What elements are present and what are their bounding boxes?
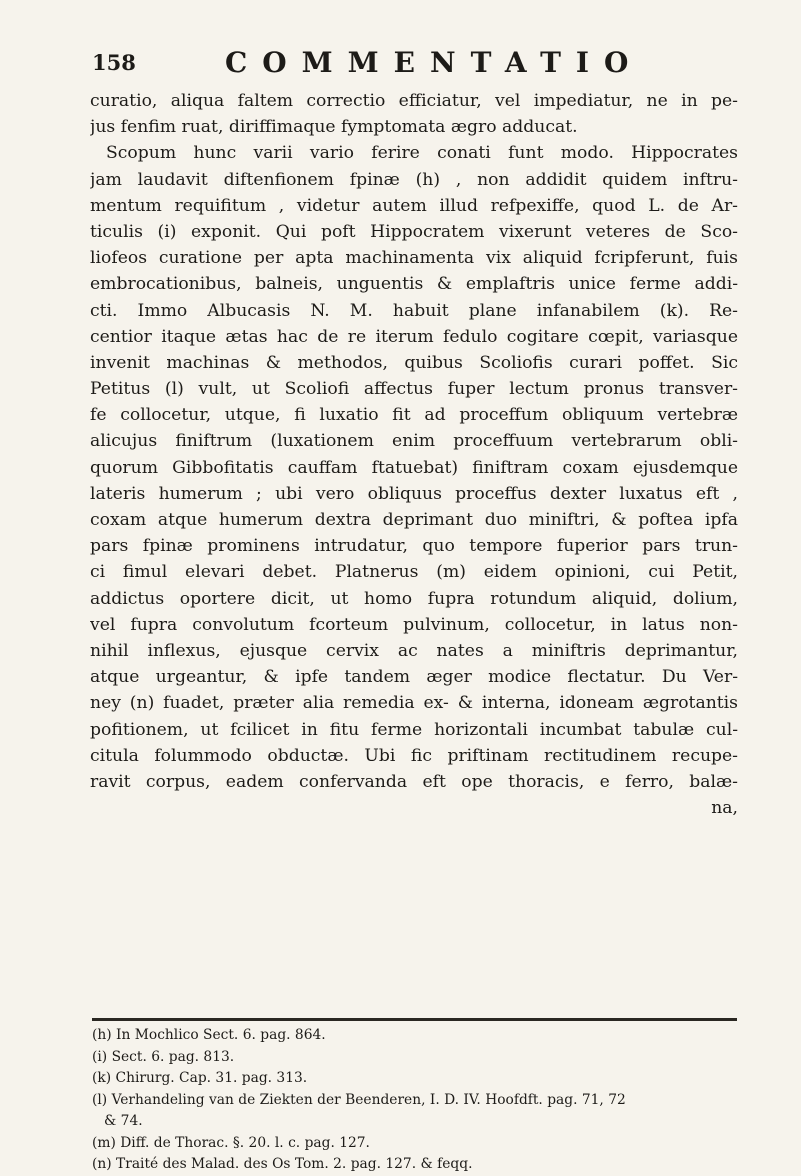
text-line: jam laudavit diftenfionem fpinæ (h) , non addidit quidem inftru-	[90, 169, 738, 190]
text-line: mentum requifitum , videtur autem illud refpexiffe, quod L. de Ar-	[90, 195, 738, 216]
text-line: Scopum hunc varii vario ferire conati funt modo. Hippocrates	[106, 143, 738, 164]
main-text	[90, 88, 738, 821]
text-line: centior itaque ætas hac de re iterum fedulo cogitare cœpit, variasque	[90, 326, 738, 347]
text-line: alicujus finiftrum (luxationem enim proceffuum vertebrarum obli-	[90, 431, 738, 452]
text-line: citula folummodo obductæ. Ubi fic priftinam rectitudinem recupe-	[90, 745, 738, 766]
text-line: cti. Immo Albucasis N. M. habuit plane infanabilem (k). Re-	[90, 300, 738, 321]
page-header	[92, 46, 742, 86]
text-line: quorum Gibbofitatis cauffam ftatuebat) finiftram coxam ejusdemque	[90, 457, 738, 478]
text-line: addictus oportere dicit, ut homo fupra rotundum aliquid, dolium,	[90, 588, 738, 609]
text-line: ney (n) fuadet, præter alia remedia ex- & interna, idoneam ægrotantis	[90, 693, 738, 714]
footnote: (k) Chirurg. Cap. 31. pag. 313.	[92, 1070, 308, 1086]
footnote: (l) Verhandeling van de Ziekten der Beenderen, I. D. IV. Hoofdft. pag. 71, 72	[92, 1091, 626, 1108]
text-line: pars fpinæ prominens intrudatur, quo tempore fuperior pars trun-	[90, 536, 738, 557]
page-number: 158	[92, 50, 136, 75]
text-line: curatio, aliqua faltem correctio efficiatur, vel impediatur, ne in pe-	[90, 91, 738, 111]
text-line: na,	[711, 798, 738, 819]
footnote-continuation: & 74.	[104, 1113, 143, 1129]
text-line: lateris humerum ; ubi vero obliquus proceffus dexter luxatus eft ,	[90, 483, 738, 504]
text-line: ravit corpus, eadem confervanda eft ope thoracis, e ferro, balæ-	[90, 771, 738, 792]
text-line: nihil inflexus, ejusque cervix ac nates a miniftris deprimantur,	[90, 640, 738, 661]
text-line: pofitionem, ut fcilicet in fitu ferme horizontali incumbat tabulæ cul-	[90, 719, 738, 740]
text-line: coxam atque humerum dextra deprimant duo miniftri, & poftea ipfa	[90, 510, 738, 530]
text-line: jus fenfim ruat, diriffimaque fymptomata ægro adducat.	[90, 117, 578, 138]
text-line: fe collocetur, utque, fi luxatio fit ad proceffum obliquum vertebræ	[90, 405, 738, 426]
text-line: liofeos curatione per apta machinamenta vix aliquid fcripferunt, fuis	[90, 248, 738, 269]
footnote: (m) Diff. de Thorac. §. 20. l. c. pag. 127.	[92, 1134, 370, 1151]
footnotes	[92, 1025, 742, 1176]
footnote-divider	[92, 1018, 737, 1021]
running-title: COMMENTATIO	[225, 46, 644, 79]
text-line: atque urgeantur, & ipfe tandem æger modice flectatur. Du Ver-	[90, 667, 738, 688]
footnote: (h) In Mochlico Sect. 6. pag. 864.	[92, 1027, 326, 1043]
text-line: ci fimul elevari debet. Platnerus (m) eidem opinioni, cui Petit,	[90, 562, 738, 583]
text-line: vel fupra convolutum fcorteum pulvinum, collocetur, in latus non-	[90, 614, 738, 635]
text-line: ticulis (i) exponit. Qui poft Hippocratem vixerunt veteres de Sco-	[90, 221, 738, 242]
text-line: Petitus (l) vult, ut Scoliofi affectus fuper lectum pronus transver-	[90, 379, 738, 400]
text-line: embrocationibus, balneis, unguentis & emplaftris unice ferme addi-	[90, 274, 738, 295]
footnote: (n) Traité des Malad. des Os Tom. 2. pag. 127. & feqq.	[92, 1156, 473, 1172]
text-line: invenit machinas & methodos, quibus Scoliofis curari poffet. Sic	[90, 352, 738, 373]
footnote: (i) Sect. 6. pag. 813.	[92, 1048, 235, 1065]
